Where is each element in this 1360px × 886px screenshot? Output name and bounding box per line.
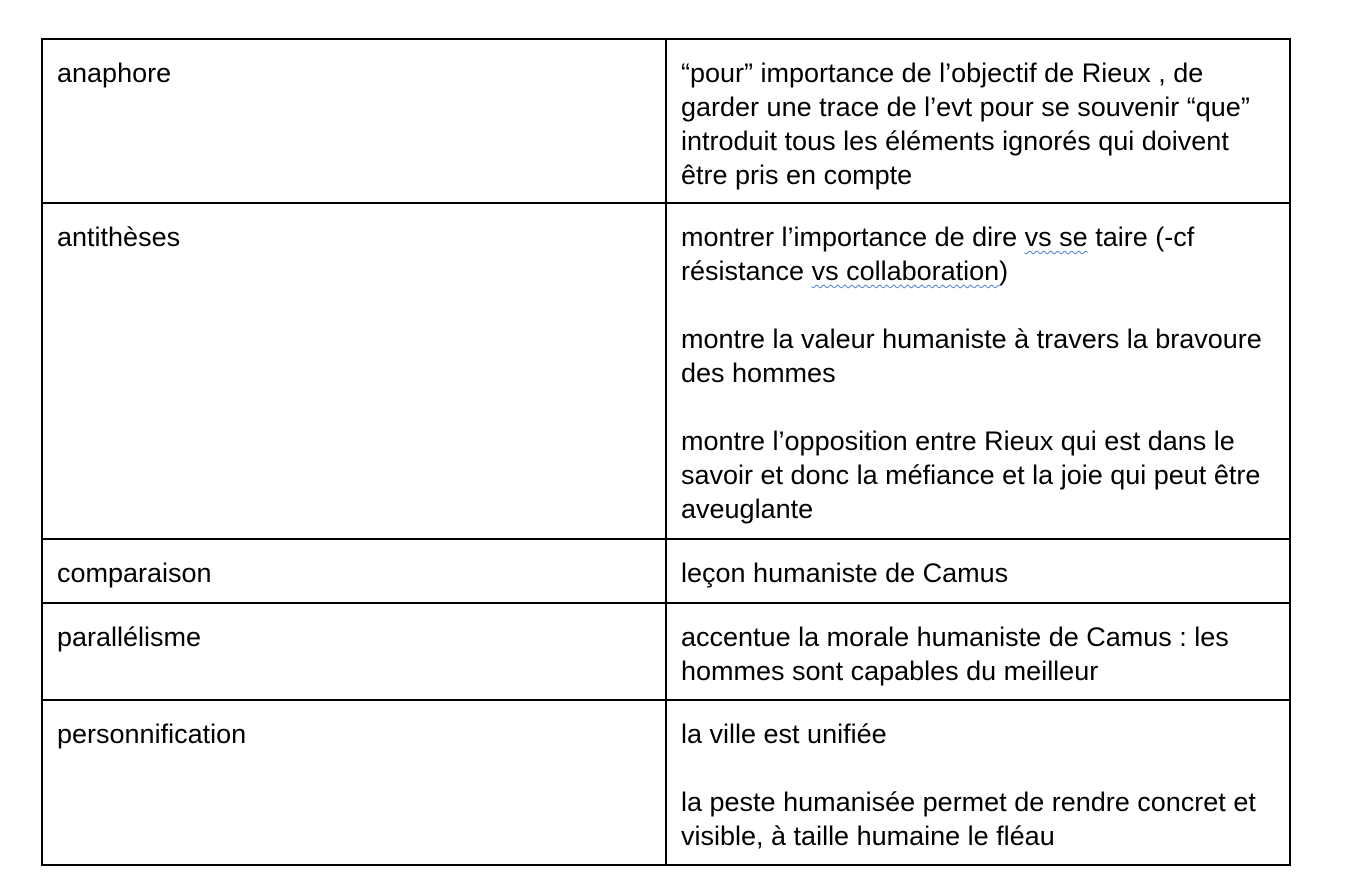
spellcheck-flagged-word[interactable]: vs collaboration (811, 256, 1000, 286)
explanation-cell[interactable] (666, 603, 1290, 700)
table-row (42, 39, 1290, 203)
explanation-paragraph: leçon humaniste de Camus (681, 558, 1009, 588)
explanation-paragraph: accentue la morale humaniste de Camus : les hommes sont capables du meilleur (681, 622, 1229, 686)
explanation-cell[interactable] (666, 700, 1290, 865)
figures-of-speech-table (41, 38, 1291, 866)
explanation-cell[interactable] (666, 39, 1290, 203)
explanation-paragraph: montre l’opposition entre Rieux qui est dans le savoir et donc la méfiance et la joie qui peut être aveuglante (681, 426, 1261, 524)
table-row (42, 700, 1290, 865)
term-cell[interactable] (42, 39, 666, 203)
explanation-paragraph: “pour” importance de l’objectif de Rieux , de garder une trace de l’evt pour se souvenir “que” introduit tous les éléments ignorés qui doivent être pris en compte (681, 58, 1250, 190)
explanation-paragraph (681, 220, 1275, 288)
explanation-cell[interactable] (666, 539, 1290, 603)
term-cell[interactable] (42, 203, 666, 539)
table-row (42, 539, 1290, 603)
term-cell[interactable] (42, 603, 666, 700)
explanation-paragraph: la peste humanisée permet de rendre concret et visible, à taille humaine le fléau (681, 787, 1256, 851)
term-cell[interactable] (42, 539, 666, 603)
term-text: anaphore (57, 58, 172, 88)
term-text: antithèses (57, 222, 181, 252)
table-row (42, 603, 1290, 700)
term-text: parallélisme (57, 622, 202, 652)
spellcheck-flagged-word[interactable]: vs se (1024, 222, 1088, 252)
table-row (42, 203, 1290, 539)
term-cell[interactable] (42, 700, 666, 865)
text-run: ) (999, 256, 1009, 286)
explanation-cell[interactable] (666, 203, 1290, 539)
term-text: comparaison (57, 558, 212, 588)
term-text: personnification (57, 719, 247, 749)
explanation-paragraph: la ville est unifiée (681, 719, 887, 749)
text-run: montrer l’importance de dire (681, 222, 1025, 252)
explanation-paragraph: montre la valeur humaniste à travers la bravoure des hommes (681, 324, 1262, 388)
text-run: taire (-cf résistance (681, 222, 1195, 286)
